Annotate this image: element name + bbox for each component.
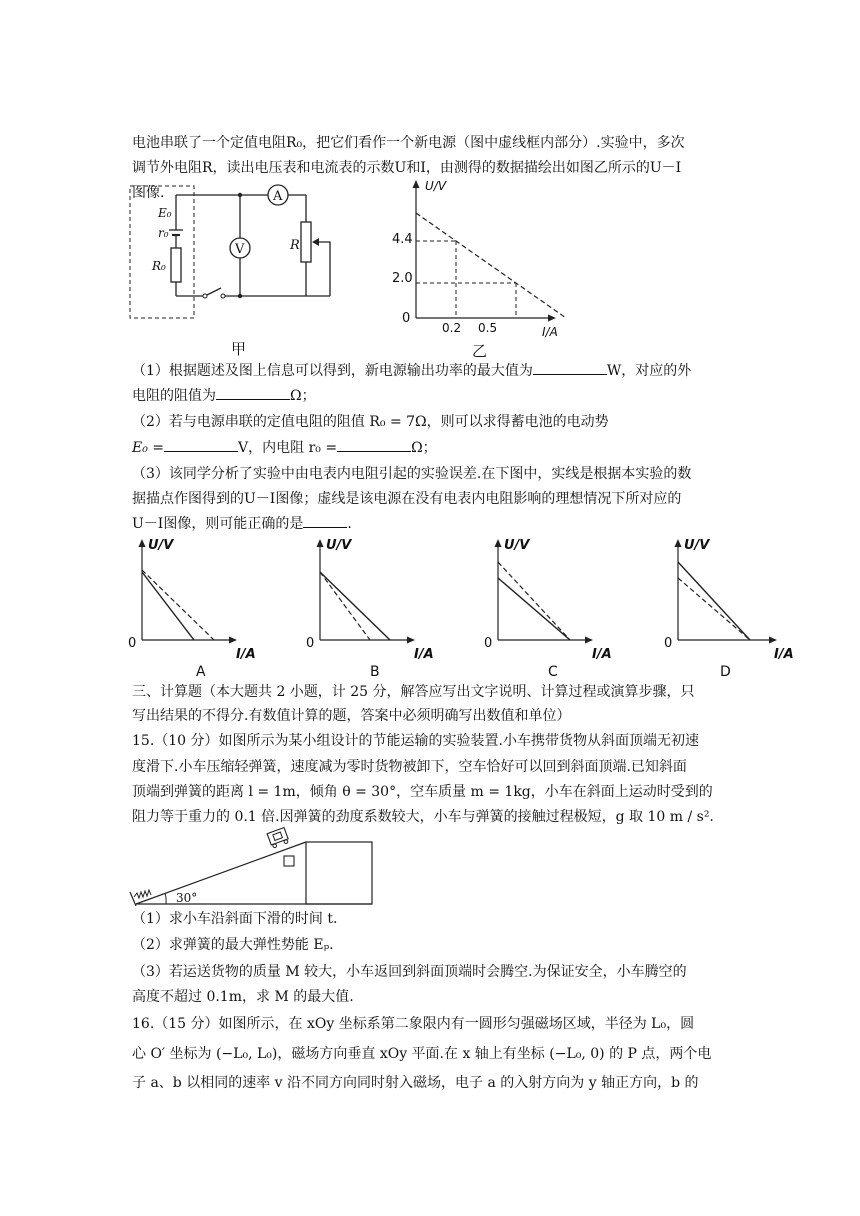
ytick-2.0: 2.0 (392, 271, 413, 286)
q14-part1-line1: （1）根据题述及图上信息可以得到，新电源输出功率的最大值为 W，对应的外 (132, 359, 732, 384)
option-graph-D[interactable] (664, 538, 794, 680)
label-R0: R₀ (152, 259, 166, 273)
svg-text:0: 0 (128, 636, 137, 651)
wall (130, 892, 136, 906)
intro-line-1: 电池串联了一个定值电阻R₀，把它们看作一个新电源（图中虚线框内部分）.实验中，多次 (132, 135, 685, 151)
voltmeter-label: V (235, 242, 245, 257)
svg-text:I/A: I/A (774, 647, 794, 662)
option-label-A: A (196, 664, 206, 680)
rheostat-R (301, 222, 311, 262)
ammeter-label: A (273, 189, 283, 204)
solid-line (678, 562, 750, 640)
xtick-0.2: 0.2 (442, 321, 462, 335)
q14-part3-line2: 据描点作图得到的U－I图像；虚线是该电源在没有电表内电阻影响的理想情况下所对应的 (132, 491, 682, 507)
svg-text:U/V: U/V (326, 538, 352, 553)
cart-icon (267, 828, 289, 849)
q15-line2: 度滑下.小车压缩轻弹簧，速度减为零时货物被卸下，空车恰好可以回到斜面顶端.已知斜面 (132, 759, 687, 775)
solid-line (498, 578, 570, 640)
incline-surface (136, 842, 306, 904)
intro-line-2: 调节外电阻R，读出电压表和电流表的示数U和I，由测得的数据描绘出如图乙所示的U－I (132, 160, 682, 176)
ytick-4.4: 4.4 (392, 232, 413, 247)
xtick-0.5: 0.5 (478, 321, 498, 335)
solid-line (320, 572, 390, 640)
svg-text:0: 0 (664, 636, 673, 651)
label-E0: E₀ (158, 206, 172, 220)
q15-line4: 阻力等于重力的 0.1 倍.因弹簧的劲度系数较大，小车与弹簧的接触过程极短，g 取 10 m / s². (132, 809, 714, 825)
option-graph-C[interactable] (484, 538, 612, 680)
label-R: R (290, 238, 300, 253)
answer-blank-E0[interactable] (164, 437, 238, 452)
option-label-B: B (370, 664, 380, 680)
switch-icon (207, 288, 221, 295)
answer-blank-r0[interactable] (337, 437, 411, 452)
svg-text:I/A: I/A (592, 647, 612, 662)
q16-line1: 16.（15 分）如图所示，在 xOy 坐标系第二象限内有一圆形匀强磁场区域，半径为 L₀，圆 (132, 1016, 695, 1032)
ui-graph-yi (392, 176, 572, 362)
q14-part1-line2: 电阻的阻值为 Ω； (132, 384, 732, 409)
q15-line3: 顶端到弹簧的距离 l = 1m，倾角 θ = 30°，空车质量 m = 1kg，小车在斜面上运动时受到的 (132, 784, 713, 800)
intro-line-3: 图像. (132, 185, 165, 201)
q14-part2-line2: E₀ = V，内电阻 r₀ = Ω； (132, 436, 732, 461)
answer-blank-resistance[interactable] (216, 385, 290, 400)
answer-blank-power[interactable] (533, 360, 607, 375)
q16-line2: 心 O′ 坐标为 (−L₀, L₀)，磁场方向垂直 xOy 平面.在 x 轴上有坐标 (−L₀, 0) 的 P 点，两个电 (132, 1046, 712, 1062)
q15-sub1: （1）求小车沿斜面下滑的时间 t. (132, 911, 338, 927)
svg-text:U/V: U/V (504, 538, 530, 553)
graph-ylabel: U/V (425, 179, 447, 193)
q16-line3: 子 a、b 以相同的速率 v 沿不同方向同时射入磁场，电子 a 的入射方向为 y 轴正方向，b 的 (132, 1075, 699, 1091)
option-label-D: D (720, 664, 731, 680)
q15-line1: 15.（10 分）如图所示为某小组设计的节能运输的实验装置.小车携带货物从斜面顶端无初速 (132, 733, 699, 749)
origin-zero: 0 (402, 311, 411, 326)
rheostat-slider-arrow (312, 238, 319, 246)
section3-heading-line1: 三、计算题（本大题共 2 小题，计 25 分，解答应写出文字说明、计算过程或演算步骤，只 (132, 684, 695, 700)
q15-sub3-line1: （3）若运送货物的质量 M 较大，小车返回到斜面顶端时会腾空.为保证安全，小车腾空的 (132, 964, 687, 980)
svg-text:0: 0 (306, 636, 315, 651)
dashed-line (142, 570, 214, 640)
svg-text:U/V: U/V (148, 538, 174, 553)
label-r0: r₀ (158, 226, 169, 240)
section3-heading-line2: 写出结果的不得分.有数值计算的题，答案中必须明确写出数值和单位） (132, 708, 571, 724)
option-graph-A[interactable] (128, 538, 256, 680)
svg-text:0: 0 (484, 636, 493, 651)
q14-part3-line1: （3）该同学分析了实验中由电表内电阻引起的实验误差.在下图中，实线是根据本实验的数 (132, 466, 692, 482)
ui-line (416, 213, 566, 318)
svg-text:I/A: I/A (414, 647, 434, 662)
answer-blank-choice[interactable] (303, 513, 347, 528)
dashed-line (498, 562, 570, 640)
svg-text:U/V: U/V (684, 538, 710, 553)
q15-sub2: （2）求弹簧的最大弹性势能 Eₚ. (132, 937, 334, 953)
figure-label-yi: 乙 (472, 342, 488, 360)
svg-text:I/A: I/A (236, 647, 256, 662)
spring-icon (134, 890, 151, 898)
solid-line (142, 572, 194, 640)
q14-part3-line3: U－I图像，则可能正确的是 . (132, 512, 732, 537)
incline-figure (126, 826, 386, 908)
resistor-R0 (171, 248, 181, 282)
platform-block (306, 842, 372, 904)
angle-label: 30° (176, 891, 198, 905)
dashed-line (678, 578, 750, 640)
q15-sub3-line2: 高度不超过 0.1m，求 M 的最大值. (132, 989, 354, 1005)
option-label-C: C (548, 664, 558, 680)
dashed-line (320, 572, 370, 640)
cargo-box (284, 856, 294, 866)
graph-xlabel: I/A (542, 325, 558, 339)
circuit-figure-jia (126, 180, 346, 360)
figure-label-jia: 甲 (231, 340, 247, 358)
option-graphs (126, 532, 806, 682)
q14-part2-line1: （2）若与电源串联的定值电阻的阻值 R₀ = 7Ω，则可以求得蓄电池的电动势 (132, 414, 609, 430)
option-graph-B[interactable] (306, 538, 434, 680)
